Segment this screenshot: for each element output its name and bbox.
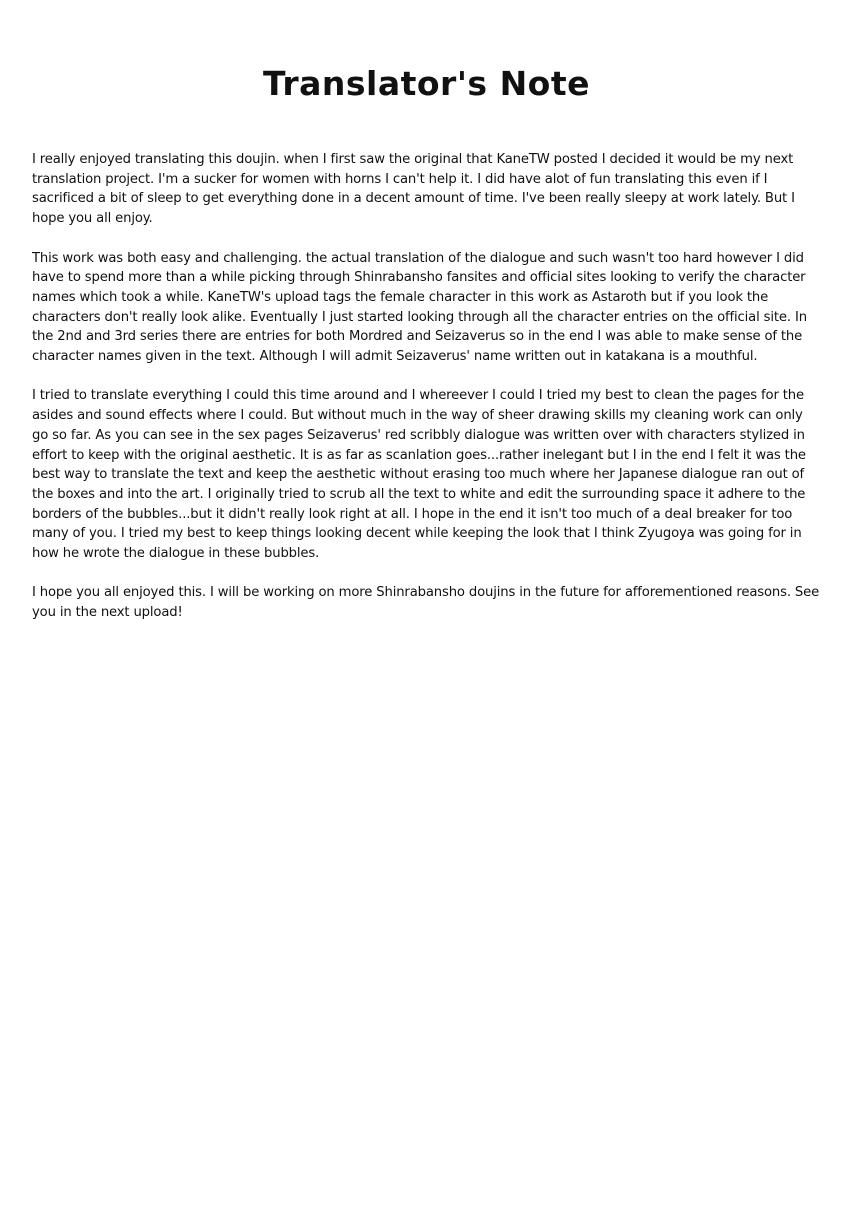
note-paragraph-2: This work was both easy and challenging. the actual translation of the dialogue and such wasn't too hard however I did have to spend more than a while picking through Shinrabansho fansites and official sites looking to verify the character names which took a while. KaneTW's upload tags the female character in this work as Astaroth but if you look the characters don't really look alike. Eventually I just started looking through all the character entries on the official site. In the 2nd and 3rd series there are entries for both Mordred and Seizaverus so in the end I was able to make sense of the character names given in the text. Although I will admit Seizaverus' name written out in katakana is a mouthful. — [32, 250, 807, 365]
note-paragraph-4: I hope you all enjoyed this. I will be working on more Shinrabansho doujins in the future for afforementioned reasons. See you in the next upload! — [32, 585, 820, 621]
note-paragraph-1: I really enjoyed translating this doujin. when I first saw the original that KaneTW posted I decided it would be my next translation project. I'm a sucker for women with horns I can't help it. I did have alot of fun translating this even if I sacrificed a bit of sleep to get everything done in a decent amount of time. I've been really sleepy at work lately. But I hope you all enjoy. — [32, 152, 795, 227]
page-title: Translator's Note — [262, 64, 591, 103]
note-paragraph-3: I tried to translate everything I could this time around and I whereever I could I tried my best to clean the pages for the asides and sound effects where I could. But without much in the way of sheer drawing skills my cleaning work can only go so far. As you can see in the sex pages Seizaverus' red scribbly dialogue was written over with characters stylized in effort to keep with the original aesthetic. It is as far as scanlation goes...rather inelegant but I in the end I felt it was the best way to translate the text and keep the aesthetic without erasing too much where her Japanese dialogue ran out of the boxes and into the art. I originally tried to scrub all the text to white and edit the surrounding space it adhere to the borders of the bubbles...but it didn't really look right at all. I hope in the end it isn't too much of a deal breaker for too many of you. I tried my best to keep things looking decent while keeping the look that I think Zyugoya was going for in how he wrote the dialogue in these bubbles. — [32, 388, 806, 562]
note-body — [32, 150, 822, 643]
